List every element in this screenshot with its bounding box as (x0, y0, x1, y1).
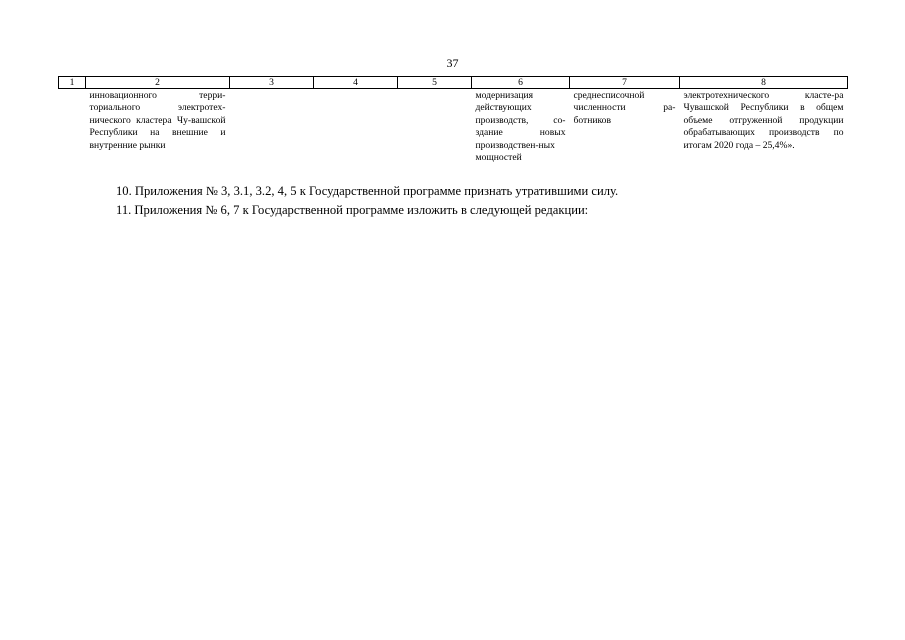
paragraph-11: 11. Приложения № 6, 7 к Государственной программе изложить в следующей редакции: (116, 203, 589, 217)
column-header-7: 7 (570, 77, 680, 89)
table-cell-4 (314, 89, 398, 165)
table-cell-5 (398, 89, 472, 165)
table-cell-6: модернизация действующих производств, со-здание новых производствен-ных мощностей (475, 90, 566, 164)
table-header-row (59, 77, 848, 89)
column-header-2: 2 (86, 77, 230, 89)
column-header-4: 4 (314, 77, 398, 89)
table-cell-8: электротехнического класте-ра Чувашской Республики в общем объеме отгруженной продукции обрабатывающих производств по итогам 2020 года – 25,4%». (683, 90, 844, 151)
column-header-3: 3 (230, 77, 314, 89)
column-header-6: 6 (472, 77, 570, 89)
column-header-8: 8 (680, 77, 848, 89)
table-cell-3 (230, 89, 314, 165)
table-row (59, 89, 848, 165)
table-cell-2: инновационного терри-ториального электротех-нического кластера Чу-вашской Республики на внешние и внутренние рынки (89, 90, 226, 151)
table-cell-7: среднесписочной численности ра-ботников (573, 90, 676, 126)
paragraph-10: 10. Приложения № 3, 3.1, 3.2, 4, 5 к Государственной программе признать утратившими силу. (116, 184, 619, 198)
column-header-5: 5 (398, 77, 472, 89)
column-header-1: 1 (59, 77, 86, 89)
continuation-table (58, 76, 848, 164)
table-cell-1 (59, 89, 86, 165)
page-number: 37 (446, 56, 459, 70)
